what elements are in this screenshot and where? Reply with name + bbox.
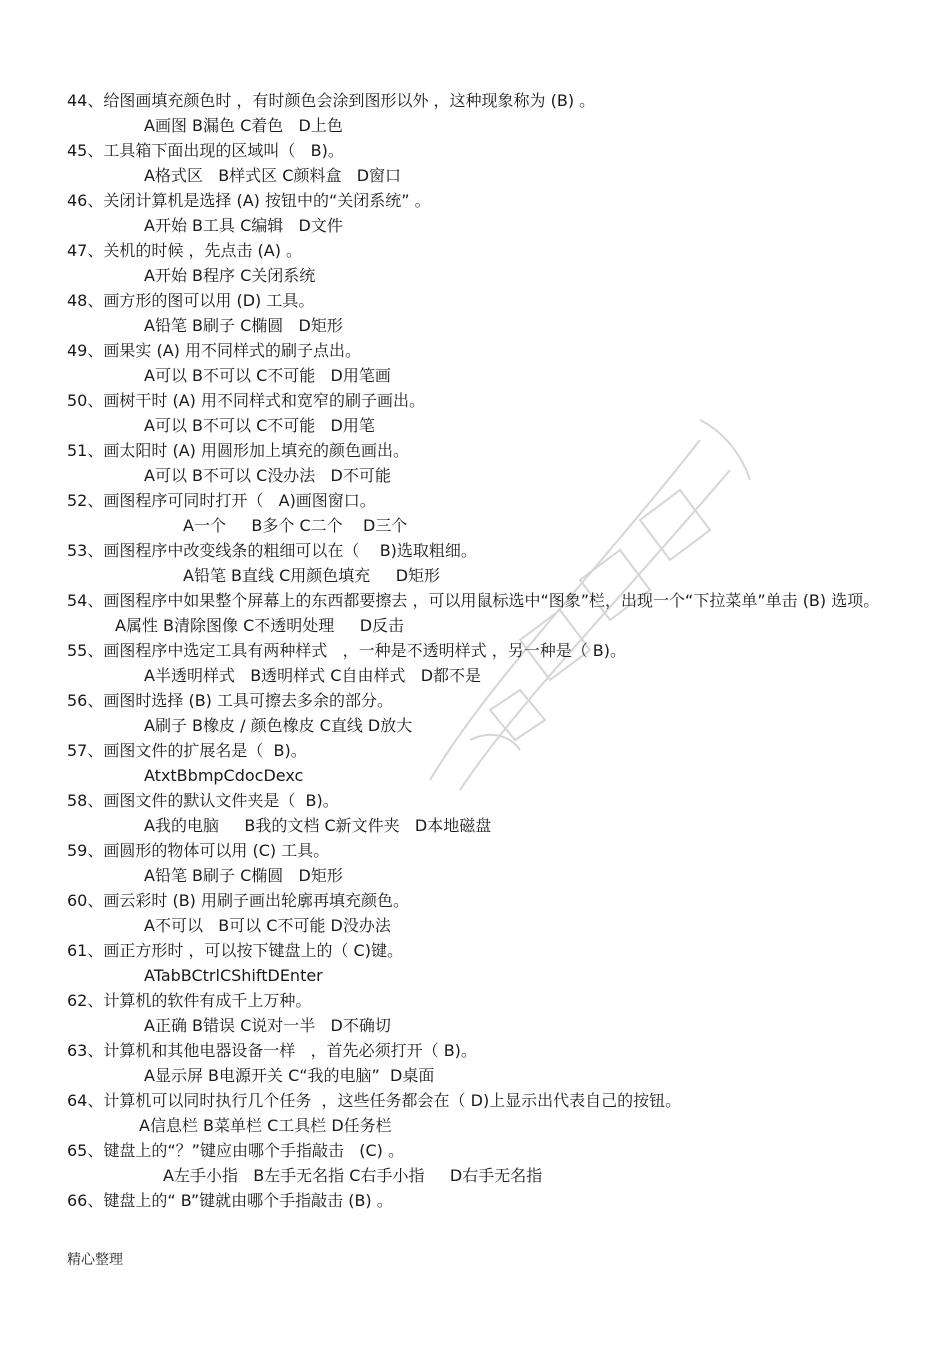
- answer-options: A可以 B不可以 C没办法 D不可能: [144, 466, 391, 485]
- question-text: 47、关机的时候 ，先点击 (A) 。: [67, 241, 303, 260]
- question-text: 65、键盘上的“？”键应由哪个手指敲击 (C) 。: [67, 1141, 404, 1160]
- answer-options: A属性 B清除图像 C不透明处理 D反击: [115, 616, 405, 635]
- question-text: 62、计算机的软件有成千上万种。: [67, 991, 312, 1010]
- question-text: 54、画图程序中如果整个屏幕上的东西都要擦去 ，可以用鼠标选中“图象”栏，出现一个“下拉菜单”单击 (B) 选项。: [67, 591, 880, 610]
- answer-options: A左手小指 B左手无名指 C右手小指 D右手无名指: [163, 1166, 543, 1185]
- answer-options: A画图 B漏色 C着色 D上色: [144, 116, 343, 135]
- question-text: 56、画图时选择 (B) 工具可擦去多余的部分。: [67, 691, 393, 710]
- question-text: 46、关闭计算机是选择 (A) 按钮中的“关闭系统” 。: [67, 191, 431, 210]
- answer-options: AtxtBbmpCdocDexc: [144, 766, 304, 785]
- question-text: 48、画方形的图可以用 (D) 工具。: [67, 291, 315, 310]
- answer-options: A铅笔 B直线 C用颜色填充 D矩形: [183, 566, 441, 585]
- question-text: 63、计算机和其他电器设备一样 ，首先必须打开（ B)。: [67, 1041, 477, 1060]
- footer-text: 精心整理: [67, 1252, 123, 1268]
- answer-options: A开始 B程序 C关闭系统: [144, 266, 316, 285]
- answer-options: A一个 B多个 C二个 D三个: [183, 516, 408, 535]
- question-text: 60、画云彩时 (B) 用刷子画出轮廓再填充颜色。: [67, 891, 409, 910]
- question-text: 61、画正方形时 ，可以按下键盘上的（ C)键。: [67, 941, 403, 960]
- question-text: 50、画树干时 (A) 用不同样式和宽窄的刷子画出。: [67, 391, 425, 410]
- question-text: 58、画图文件的默认文件夹是（ B)。: [67, 791, 339, 810]
- answer-options: A铅笔 B刷子 C椭圆 D矩形: [144, 866, 343, 885]
- question-text: 59、画圆形的物体可以用 (C) 工具。: [67, 841, 330, 860]
- answer-options: A刷子 B橡皮 / 颜色橡皮 C直线 D放大: [144, 716, 413, 735]
- question-text: 52、画图程序可同时打开（ A)画图窗口。: [67, 491, 376, 510]
- question-text: 55、画图程序中选定工具有两种样式 ，一种是不透明样式 ，另一种是（ B)。: [67, 641, 627, 660]
- answer-options: A可以 B不可以 C不可能 D用笔: [144, 416, 375, 435]
- answer-options: A可以 B不可以 C不可能 D用笔画: [144, 366, 391, 385]
- question-text: 66、键盘上的“ B”键就由哪个手指敲击 (B) 。: [67, 1191, 393, 1210]
- answer-options: A半透明样式 B透明样式 C自由样式 D都不是: [144, 666, 482, 685]
- question-text: 57、画图文件的扩展名是（ B)。: [67, 741, 307, 760]
- question-text: 45、工具箱下面出现的区域叫（ B)。: [67, 141, 344, 160]
- question-text: 64、计算机可以同时执行几个任务 ，这些任务都会在（ D)上显示出代表自己的按钮。: [67, 1091, 682, 1110]
- answer-options: A开始 B工具 C编辑 D文件: [144, 216, 343, 235]
- question-text: 44、给图画填充颜色时 ，有时颜色会涂到图形以外 ，这种现象称为 (B) 。: [67, 91, 596, 110]
- answer-options: A不可以 B可以 C不可能 D没办法: [144, 916, 391, 935]
- question-list: [67, 88, 897, 1213]
- answer-options: A显示屏 B电源开关 C“我的电脑” D桌面: [144, 1066, 435, 1085]
- answer-options: A铅笔 B刷子 C椭圆 D矩形: [144, 316, 343, 335]
- answer-options: A格式区 B样式区 C颜料盒 D窗口: [144, 166, 402, 185]
- answer-options: A正确 B错误 C说对一半 D不确切: [144, 1016, 391, 1035]
- question-text: 49、画果实 (A) 用不同样式的刷子点出。: [67, 341, 361, 360]
- answer-options: A信息栏 B菜单栏 C工具栏 D任务栏: [139, 1116, 392, 1135]
- question-text: 51、画太阳时 (A) 用圆形加上填充的颜色画出。: [67, 441, 409, 460]
- answer-options: A我的电脑 B我的文档 C新文件夹 D本地磁盘: [144, 816, 492, 835]
- question-text: 53、画图程序中改变线条的粗细可以在（ B)选取粗细。: [67, 541, 477, 560]
- answer-options: ATabBCtrlCShiftDEnter: [144, 966, 323, 985]
